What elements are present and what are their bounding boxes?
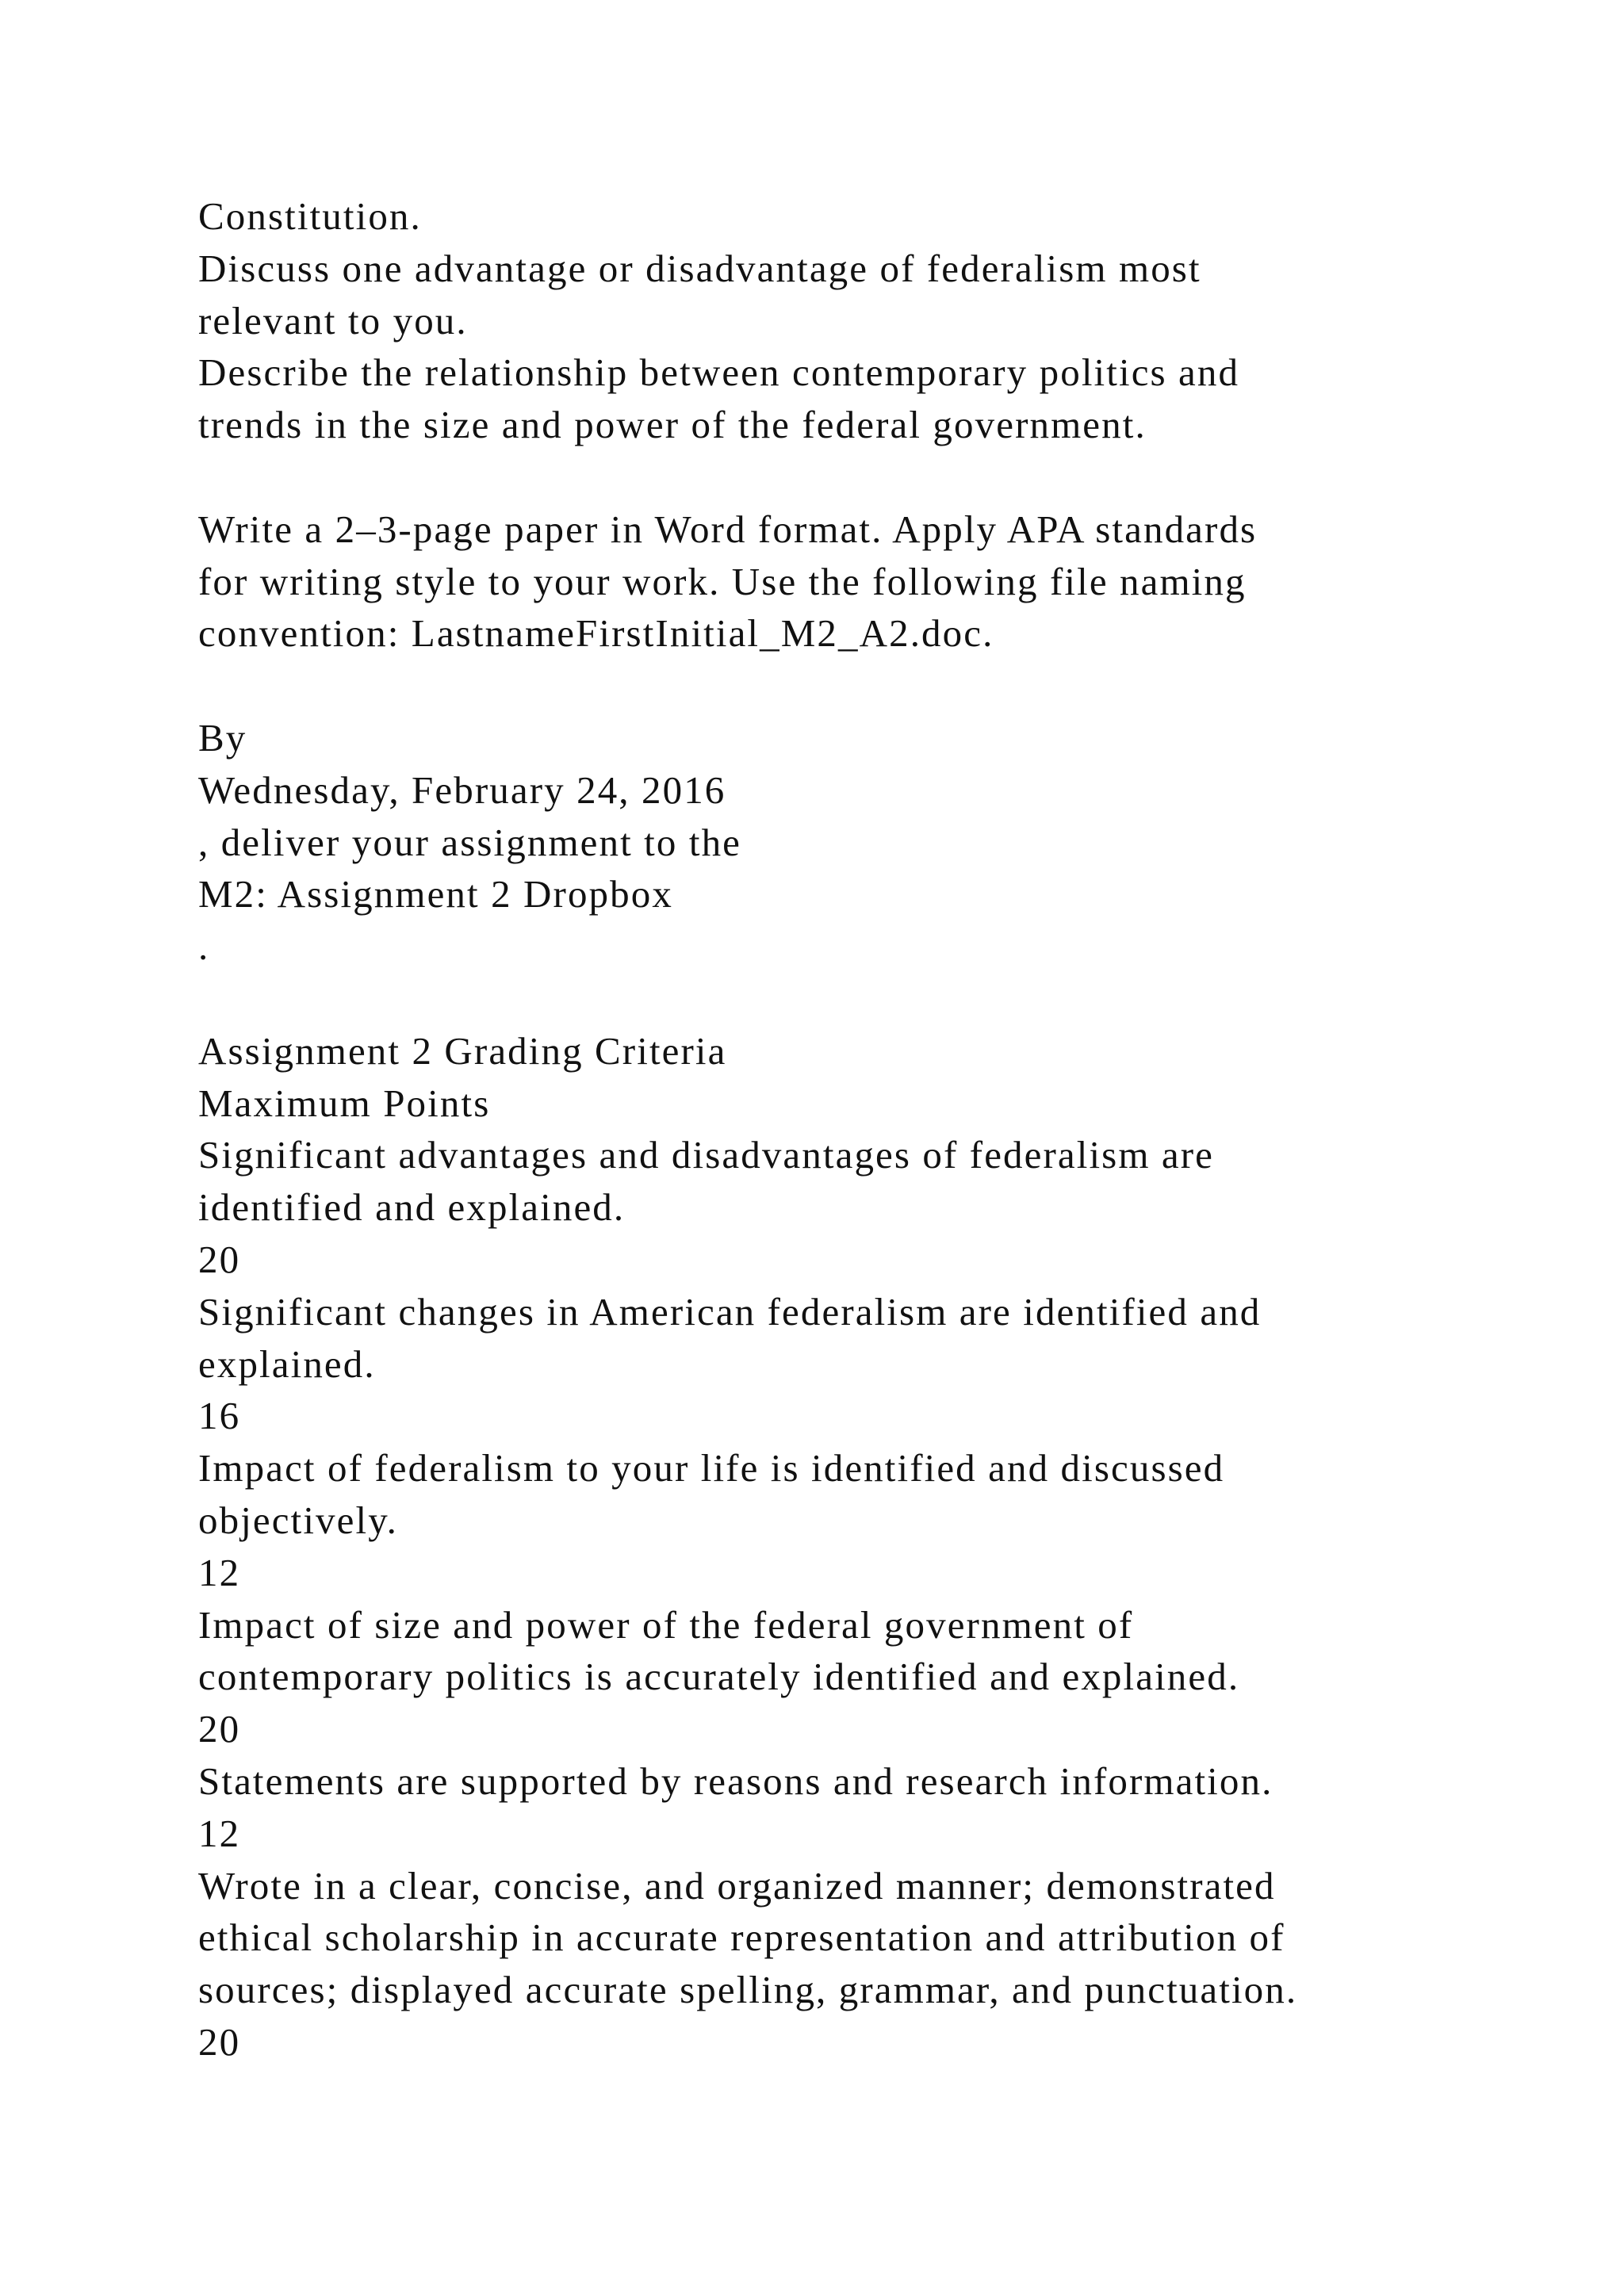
max-points-header: Maximum Points bbox=[198, 1081, 491, 1125]
criterion-text: explained. bbox=[198, 1341, 376, 1386]
criterion-text: contemporary politics is accurately identified and explained. bbox=[198, 1655, 1240, 1699]
deadline-period: . bbox=[198, 924, 210, 969]
criterion-item bbox=[198, 1755, 1594, 1860]
criterion-item bbox=[198, 1860, 1594, 2068]
criterion-text: identified and explained. bbox=[198, 1185, 626, 1230]
grading-criteria-block bbox=[198, 1025, 1594, 2068]
document-body bbox=[198, 190, 1594, 2068]
blank-line bbox=[198, 451, 1594, 503]
criterion-points: 20 bbox=[198, 1707, 241, 1751]
text-line: trends in the size and power of the federal government. bbox=[198, 403, 1147, 447]
criterion-item bbox=[198, 1286, 1594, 1442]
text-line: convention: LastnameFirstInitial_M2_A2.doc. bbox=[198, 611, 994, 656]
criterion-item bbox=[198, 1599, 1594, 1755]
criterion-item bbox=[198, 1442, 1594, 1598]
deadline-dropbox: M2: Assignment 2 Dropbox bbox=[198, 872, 673, 916]
instructions-block bbox=[198, 190, 1594, 451]
grading-title: Assignment 2 Grading Criteria bbox=[198, 1028, 727, 1073]
paper-requirements-block bbox=[198, 503, 1594, 660]
deadline-by: By bbox=[198, 715, 247, 760]
text-line: Constitution. bbox=[198, 194, 422, 238]
criterion-points: 12 bbox=[198, 1811, 241, 1855]
criterion-text: Statements are supported by reasons and research information. bbox=[198, 1758, 1274, 1803]
criterion-points: 16 bbox=[198, 1394, 241, 1438]
blank-line bbox=[198, 660, 1594, 712]
criterion-text: Significant changes in American federalism are identified and bbox=[198, 1289, 1262, 1334]
deadline-deliver-text: , deliver your assignment to the bbox=[198, 820, 742, 864]
criterion-text: Impact of federalism to your life is identified and discussed bbox=[198, 1446, 1225, 1490]
criterion-points: 12 bbox=[198, 1550, 241, 1594]
criterion-item bbox=[198, 1129, 1594, 1285]
criterion-text: objectively. bbox=[198, 1498, 398, 1542]
text-line: Describe the relationship between contemporary politics and bbox=[198, 350, 1240, 395]
criterion-text: Significant advantages and disadvantages of federalism are bbox=[198, 1133, 1215, 1177]
text-line: for writing style to your work. Use the following file naming bbox=[198, 559, 1247, 603]
deadline-block bbox=[198, 712, 1594, 973]
text-line: Write a 2–3-page paper in Word format. Apply APA standards bbox=[198, 507, 1258, 551]
text-line: relevant to you. bbox=[198, 298, 468, 342]
criterion-text: Wrote in a clear, concise, and organized manner; demonstrated bbox=[198, 1863, 1276, 1908]
criterion-points: 20 bbox=[198, 1237, 241, 1281]
criterion-text: ethical scholarship in accurate representation and attribution of bbox=[198, 1915, 1285, 1960]
criterion-points: 20 bbox=[198, 2019, 241, 2064]
blank-line bbox=[198, 973, 1594, 1025]
criterion-text: sources; displayed accurate spelling, grammar, and punctuation. bbox=[198, 1968, 1298, 2012]
deadline-date: Wednesday, February 24, 2016 bbox=[198, 767, 726, 812]
criterion-text: Impact of size and power of the federal government of bbox=[198, 1602, 1134, 1647]
text-line: Discuss one advantage or disadvantage of federalism most bbox=[198, 246, 1201, 290]
